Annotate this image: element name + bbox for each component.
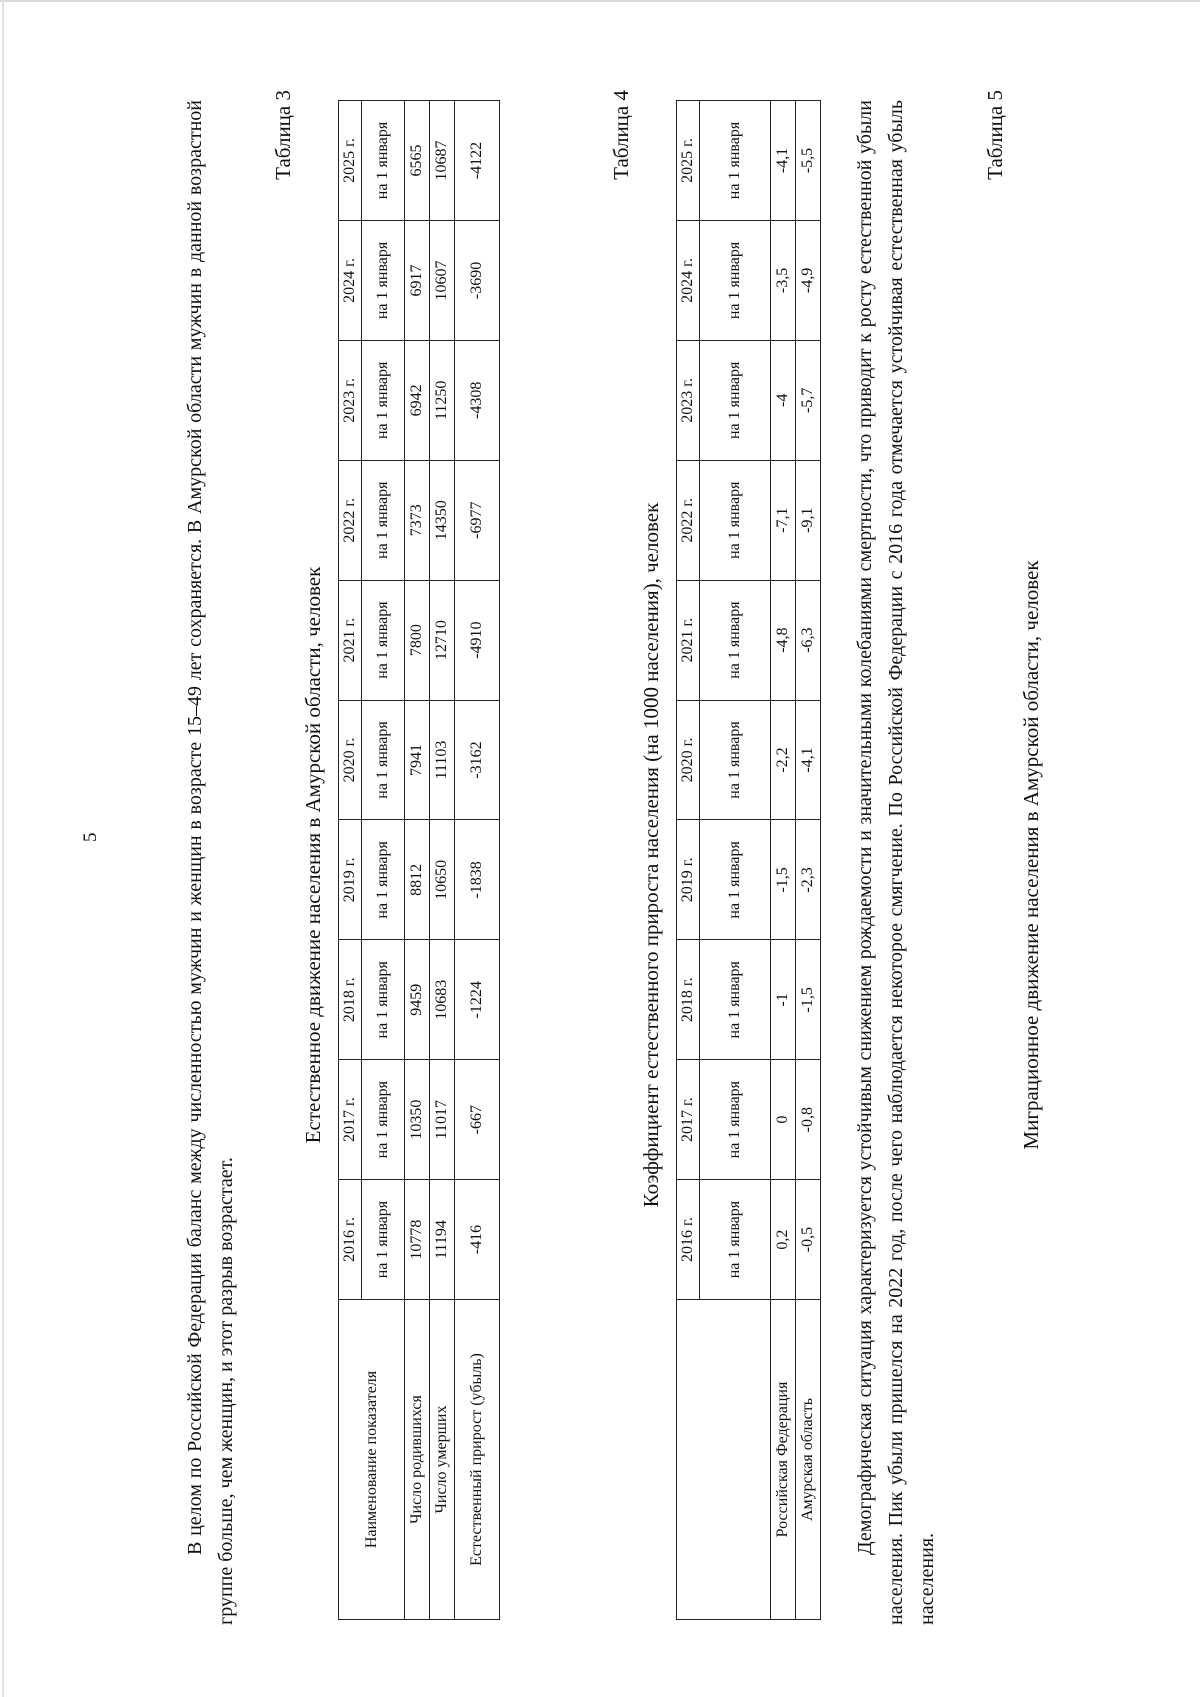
table-cell: 10687: [430, 101, 455, 221]
table-cell: 10650: [430, 820, 455, 940]
date-subheader: на 1 января: [700, 220, 771, 340]
date-subheader: на 1 января: [362, 220, 405, 340]
table-cell: -2,2: [771, 700, 796, 820]
date-subheader: на 1 января: [700, 700, 771, 820]
table-row: [405, 101, 430, 1620]
year-header: 2019 г.: [339, 820, 362, 940]
table-cell: -5,7: [796, 340, 821, 460]
date-subheader: на 1 января: [362, 1180, 405, 1300]
date-subheader: на 1 января: [700, 1180, 771, 1300]
table-cell: -4,9: [796, 220, 821, 340]
row-label: Российская Федерация: [771, 1300, 796, 1620]
table-cell: -4122: [455, 101, 500, 221]
table-cell: -6,3: [796, 580, 821, 700]
table-cell: -3690: [455, 220, 500, 340]
table4-number: Таблица 4: [609, 90, 633, 180]
table-cell: -0,5: [796, 1180, 821, 1300]
table-cell: 12710: [430, 580, 455, 700]
row-label: Естественный прирост (убыль): [455, 1300, 500, 1620]
table-cell: -416: [455, 1180, 500, 1300]
table-cell: -0,8: [796, 1060, 821, 1180]
table-cell: 10683: [430, 940, 455, 1060]
year-header: 2017 г.: [677, 1060, 700, 1180]
table-cell: -1,5: [771, 820, 796, 940]
table-cell: 7373: [405, 460, 430, 580]
date-subheader: на 1 января: [362, 101, 405, 221]
table-cell: -3162: [455, 700, 500, 820]
table-cell: -4,8: [771, 580, 796, 700]
table-cell: -9,1: [796, 460, 821, 580]
year-header: 2022 г.: [677, 460, 700, 580]
column-header-empty: [677, 1300, 771, 1620]
year-header: 2024 г.: [339, 220, 362, 340]
table-cell: -1224: [455, 940, 500, 1060]
table-cell: 7941: [405, 700, 430, 820]
table-cell: -4,1: [796, 700, 821, 820]
paragraph-demographic-situation: Демографическая ситуация характеризуется устойчивым снижением рождаемости и значительными колебаниями смертности, что приводит к росту естественной убыли населения. Пик убыли пришелся на 2022 год, после чего наблюдается некоторое смягчение. По Российской Федерации с 2016 года отмечается устойчивая естественная убыль населения.: [854, 100, 938, 1625]
table-row: [430, 101, 455, 1620]
year-header: 2016 г.: [677, 1180, 700, 1300]
page-number: 5: [80, 832, 101, 842]
table-cell: 11103: [430, 700, 455, 820]
table-cell: 8812: [405, 820, 430, 940]
year-header: 2022 г.: [339, 460, 362, 580]
table5-number: Таблица 5: [983, 90, 1007, 180]
year-header: 2021 г.: [339, 580, 362, 700]
table-cell: 0,2: [771, 1180, 796, 1300]
year-header: 2016 г.: [339, 1180, 362, 1300]
year-header: 2021 г.: [677, 580, 700, 700]
table-cell: -1: [771, 940, 796, 1060]
year-header: 2023 г.: [339, 340, 362, 460]
table-cell: -667: [455, 1060, 500, 1180]
table-cell: 6942: [405, 340, 430, 460]
date-subheader: на 1 января: [362, 580, 405, 700]
table-cell: 0: [771, 1060, 796, 1180]
scan-edge-left: [2, 0, 4, 1697]
table3-number: Таблица 3: [271, 90, 295, 180]
table4-caption: Коэффициент естественного прироста населения (на 1000 населения), человек: [639, 502, 663, 1208]
table-cell: -5,5: [796, 101, 821, 221]
date-subheader: на 1 января: [700, 820, 771, 940]
table-cell: 6565: [405, 101, 430, 221]
year-header: 2018 г.: [677, 940, 700, 1060]
natural-increase-rate-table: [676, 100, 821, 1620]
rotated-page-content: [180, 60, 1180, 1650]
year-header: 2020 г.: [339, 700, 362, 820]
date-subheader: на 1 января: [700, 580, 771, 700]
table-cell: 11250: [430, 340, 455, 460]
table-cell: 10607: [430, 220, 455, 340]
table-cell: 10778: [405, 1180, 430, 1300]
date-subheader: на 1 января: [362, 1060, 405, 1180]
year-header: 2025 г.: [677, 101, 700, 221]
year-header: 2018 г.: [339, 940, 362, 1060]
table-cell: -7,1: [771, 460, 796, 580]
column-header-name: Наименование показателя: [339, 1300, 405, 1620]
date-subheader: на 1 января: [700, 940, 771, 1060]
row-label: Число умерших: [430, 1300, 455, 1620]
table-row: [455, 101, 500, 1620]
table-row: [796, 101, 821, 1620]
table-cell: 11017: [430, 1060, 455, 1180]
table-cell: -1,5: [796, 940, 821, 1060]
date-subheader: на 1 января: [700, 1060, 771, 1180]
table-cell: 7800: [405, 580, 430, 700]
year-header: 2020 г.: [677, 700, 700, 820]
table-cell: -4910: [455, 580, 500, 700]
table-cell: -4,1: [771, 101, 796, 221]
date-subheader: на 1 января: [362, 940, 405, 1060]
year-header: 2019 г.: [677, 820, 700, 940]
table-cell: 10350: [405, 1060, 430, 1180]
table-cell: 14350: [430, 460, 455, 580]
table-header-row: [339, 101, 362, 1620]
date-subheader: на 1 января: [362, 700, 405, 820]
row-label: Амурская область: [796, 1300, 821, 1620]
date-subheader: на 1 января: [362, 460, 405, 580]
year-header: 2024 г.: [677, 220, 700, 340]
table-cell: -4: [771, 340, 796, 460]
year-header: 2023 г.: [677, 340, 700, 460]
table-cell: -1838: [455, 820, 500, 940]
date-subheader: на 1 января: [362, 820, 405, 940]
date-subheader: на 1 января: [700, 101, 771, 221]
table-header-row: [677, 101, 700, 1620]
table5-caption: Миграционное движение населения в Амурской области, человек: [1019, 560, 1043, 1150]
paragraph-balance: В целом по Российской Федерации баланс между численностью мужчин и женщин в возрасте 15–49 лет сохраняется. В Амурской области мужчин в данной возрастной группе больше, чем женщин, и этот разрыв возрастает.: [184, 100, 237, 1625]
table-cell: 11194: [430, 1180, 455, 1300]
year-header: 2017 г.: [339, 1060, 362, 1180]
table3-caption: Естественное движение населения в Амурской области, человек: [301, 566, 325, 1144]
date-subheader: на 1 января: [700, 340, 771, 460]
table-cell: -3,5: [771, 220, 796, 340]
table-row: [771, 101, 796, 1620]
date-subheader: на 1 января: [362, 340, 405, 460]
table-cell: -6977: [455, 460, 500, 580]
row-label: Число родившихся: [405, 1300, 430, 1620]
table-cell: 9459: [405, 940, 430, 1060]
natural-movement-table: [338, 100, 500, 1620]
date-subheader: на 1 января: [700, 460, 771, 580]
table-cell: -2,3: [796, 820, 821, 940]
year-header: 2025 г.: [339, 101, 362, 221]
table-cell: 6917: [405, 220, 430, 340]
scan-edge-top: [0, 0, 1200, 2]
table-cell: -4308: [455, 340, 500, 460]
